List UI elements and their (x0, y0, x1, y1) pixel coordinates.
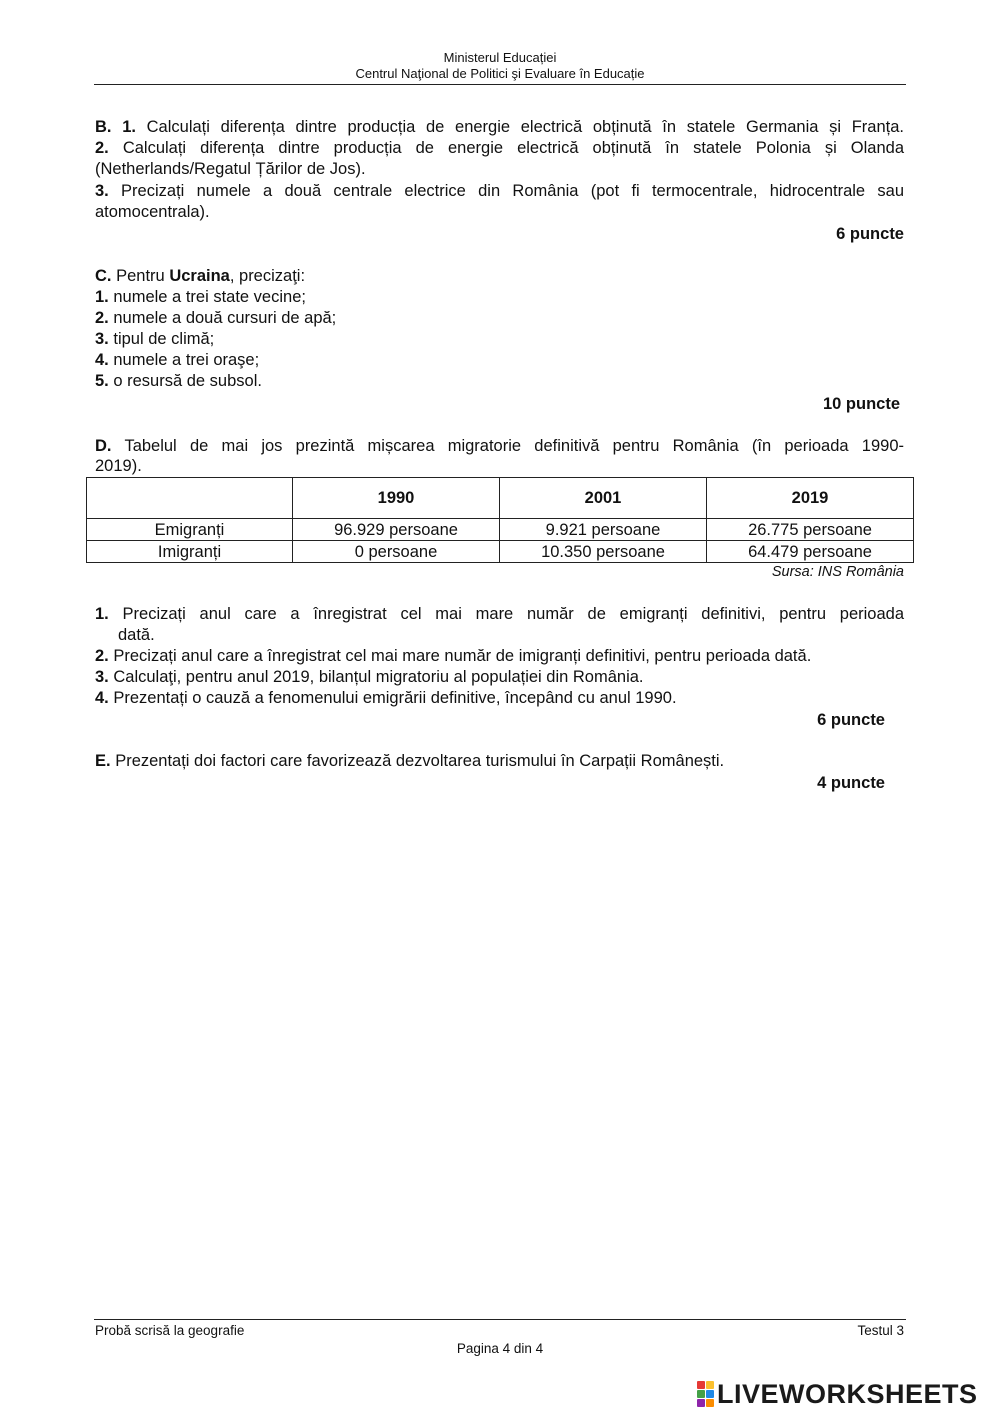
footer-test: Testul 3 (857, 1323, 904, 1338)
section-c-intro-post: , precizaţi: (229, 267, 306, 285)
table-row-label: Imigranți (87, 541, 293, 563)
section-e-points: 4 puncte (817, 774, 885, 792)
section-c-item-num: 3. (95, 330, 109, 348)
section-d-item-text: Calculaţi, pentru anul 2019, bilanțul migratoriu al populației din România. (113, 668, 644, 686)
section-c-item-text: numele a două cursuri de apă; (113, 309, 337, 327)
section-c-intro-pre: Pentru (116, 267, 165, 285)
section-d-item-num: 1. (95, 605, 109, 623)
section-b-q1-num: 1. (122, 118, 136, 136)
section-e-question: Prezentați doi factori care favorizează dezvoltarea turismului în Carpații Românești. (115, 752, 725, 770)
footer-divider (94, 1319, 906, 1320)
liveworksheets-text: LIVEWORKSHEETS (717, 1378, 978, 1409)
section-c-item-num: 1. (95, 288, 109, 306)
section-b-label: B. (95, 118, 112, 136)
table-cell: 64.479 persoane (707, 541, 914, 563)
section-b-q1 (95, 117, 904, 138)
section-c-item-text: o resursă de subsol. (113, 372, 262, 390)
section-d-item (95, 667, 904, 688)
section-b-q2 (95, 138, 904, 159)
section-d-item-text: Prezentați o cauză a fenomenului emigrării definitive, începând cu anul 1990. (113, 689, 677, 707)
section-d-points: 6 puncte (817, 711, 885, 729)
section-d-intro (95, 436, 904, 457)
table-header-cell: 2019 (707, 478, 914, 519)
section-e-label: E. (95, 752, 111, 770)
table-cell: 9.921 persoane (500, 519, 707, 541)
table-cell: 10.350 persoane (500, 541, 707, 563)
section-c-item (95, 329, 904, 350)
table-cell: 96.929 persoane (293, 519, 500, 541)
header-divider (94, 84, 906, 85)
section-b-q3-num: 3. (95, 182, 109, 200)
section-c-item-num: 2. (95, 309, 109, 327)
section-d-item-num: 4. (95, 689, 109, 707)
section-c-item-text: numele a trei state vecine; (113, 288, 306, 306)
section-e-text (95, 751, 904, 772)
section-d-item-cont: dată. (118, 626, 155, 644)
section-d-item-text: Precizați anul care a înregistrat cel mai mare număr de emigranți definitivi, pentru perioada (122, 605, 904, 623)
table-source: Sursa: INS România (771, 564, 904, 580)
section-b-points: 6 puncte (836, 225, 904, 243)
migration-table (86, 477, 914, 563)
section-c-intro (95, 266, 904, 287)
section-c-points: 10 puncte (822, 395, 900, 413)
section-c-item-num: 4. (95, 351, 109, 369)
table-header-cell (87, 478, 293, 519)
section-d-intro-text: Tabelul de mai jos prezintă mișcarea migratorie definitivă pentru România (în perioada 1990- (124, 437, 905, 455)
section-d-item-num: 3. (95, 668, 109, 686)
section-b-q3-cont: atomocentrala). (95, 203, 210, 221)
table-row (87, 519, 914, 541)
section-d-item (95, 646, 904, 667)
section-c-item (95, 371, 904, 392)
section-d-intro-cont: 2019). (95, 457, 142, 475)
table-row-label: Emigranți (87, 519, 293, 541)
header-ministry: Ministerul Educației (443, 50, 557, 65)
section-c-item-num: 5. (95, 372, 109, 390)
section-c-country: Ucraina (169, 267, 230, 285)
section-c-item (95, 308, 904, 329)
table-header-cell: 1990 (293, 478, 500, 519)
section-b-q2-text: Calculați diferența dintre producția de energie electrică obținută în statele Polonia și Olanda (122, 139, 904, 157)
table-row (87, 541, 914, 563)
liveworksheets-logo (697, 1378, 978, 1410)
section-b-q1-text: Calculați diferența dintre producția de energie electrică obținută în statele Germania și Franța. (146, 118, 904, 136)
section-b-q2-num: 2. (95, 139, 109, 157)
section-c-item-text: tipul de climă; (113, 330, 215, 348)
section-d-item-text: Precizați anul care a înregistrat cel mai mare număr de imigranți definitivi, pentru perioada dată. (113, 647, 812, 665)
section-b-q3-text: Precizați numele a două centrale electrice din România (pot fi termocentrale, hidrocentrale sau (121, 182, 904, 200)
table-header-cell: 2001 (500, 478, 707, 519)
section-d-item (95, 604, 904, 625)
section-c-item (95, 350, 904, 371)
section-c-label: C. (95, 267, 112, 285)
section-b-q2-cont: (Netherlands/Regatul Țărilor de Jos). (95, 160, 366, 178)
section-d-item (95, 688, 904, 709)
footer-subject: Probă scrisă la geografie (95, 1323, 245, 1338)
header-center: Centrul Naţional de Politici şi Evaluare în Educație (355, 66, 645, 81)
section-d-label: D. (95, 437, 112, 455)
table-cell: 26.775 persoane (707, 519, 914, 541)
liveworksheets-grid-icon (697, 1381, 714, 1407)
section-c-item-text: numele a trei oraşe; (113, 351, 260, 369)
section-c-item (95, 287, 904, 308)
table-header-row (87, 478, 914, 519)
table-cell: 0 persoane (293, 541, 500, 563)
section-b-q3 (95, 181, 904, 202)
footer-page: Pagina 4 din 4 (456, 1341, 544, 1356)
section-d-item-num: 2. (95, 647, 109, 665)
